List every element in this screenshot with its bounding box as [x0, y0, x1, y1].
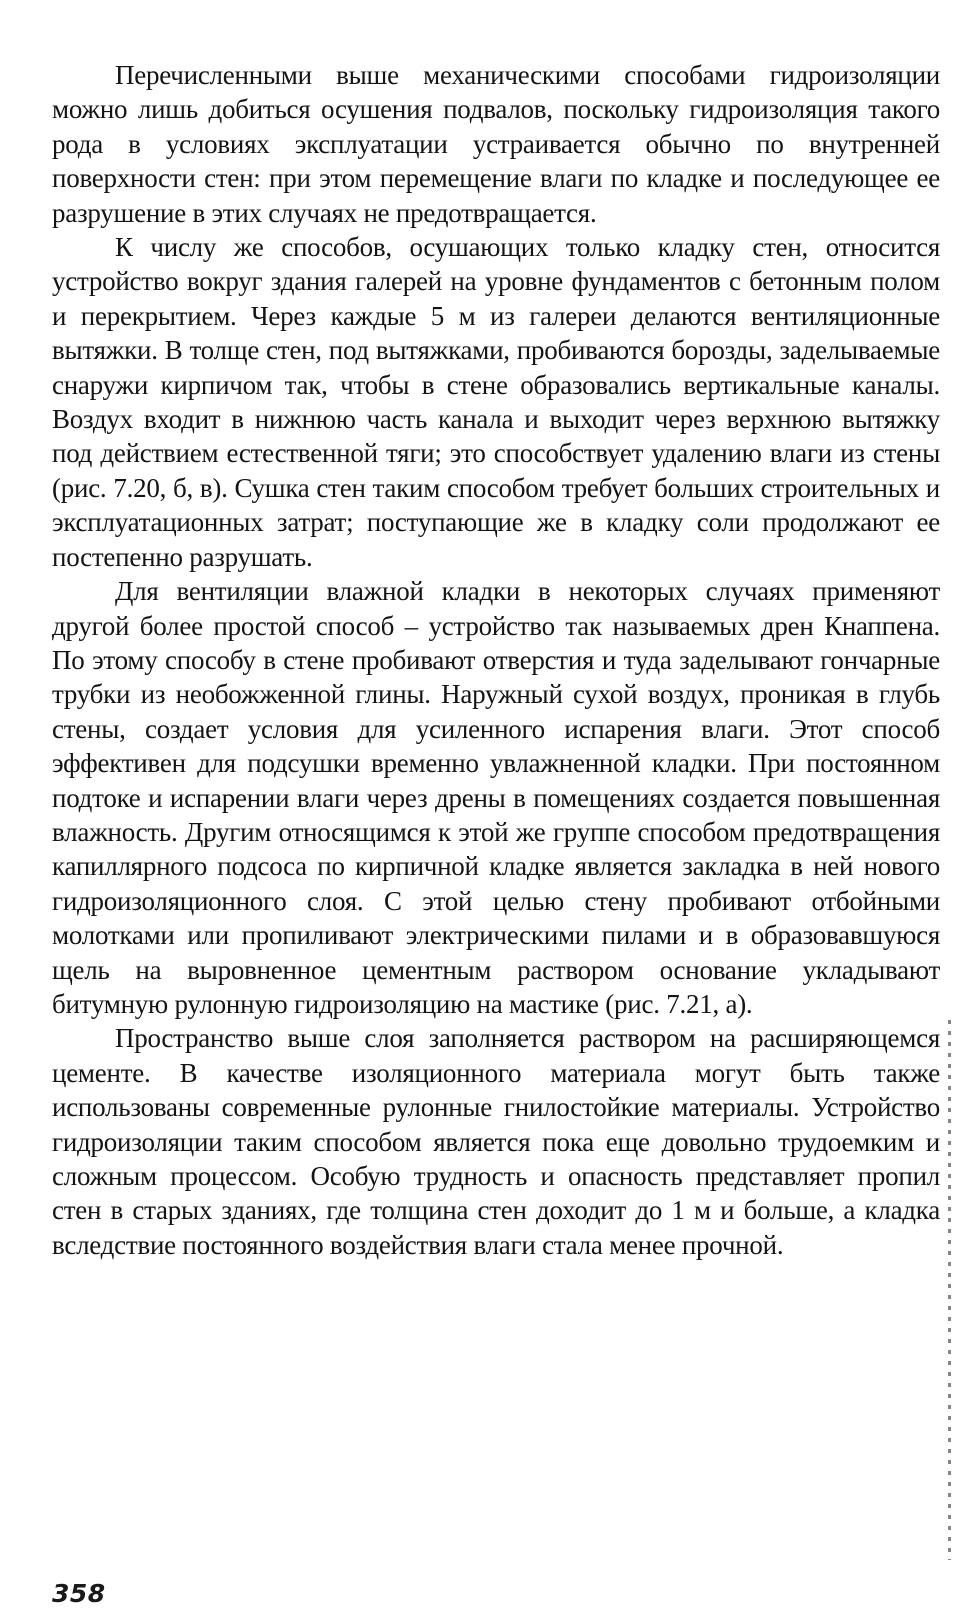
paragraph-2: К числу же способов, осушающих только кладку стен, относится устройство вокруг здания галерей на уровне фундаментов с бетонным полом и перекрытием. Через каждые 5 м из галереи делаются вентиляционные вытяжки. В толще стен, под вытяжками, пробиваются борозды, заделываемые снаружи кирпичом так, чтобы в стене образовались вертикальные каналы. Воздух входит в нижнюю часть канала и выходит через верхнюю вытяжку под действием естественной тяги; это способствует удалению влаги из стены (рис. 7.20, б, в). Сушка стен таким способом требует больших строительных и эксплуатационных затрат; поступающие же в кладку соли продолжают ее постепенно разрушать. — [52, 232, 940, 572]
paragraph-1: Перечисленными выше механическими способами гидроизоляции можно лишь добиться осушения подвалов, поскольку гидроизоляция такого рода в условиях эксплуатации устраивается обычно по внутренней поверхности стен: при этом перемещение влаги по кладке и последующее ее разрушение в этих случаях не предотвращается. — [52, 60, 940, 228]
binding-edge — [948, 1020, 951, 1560]
paragraph-3: Для вентиляции влажной кладки в некоторых случаях применяют другой более простой способ – устройство так называемых дрен Кнаппена. По этому способу в стене пробивают отверстия и туда заделывают гончарные трубки из необожженной глины. Наружный сухой воздух, проникая в глубь стены, создает условия для усиленного испарения влаги. Этот способ эффективен для подсушки временно увлажненной кладки. При постоянном подтоке и испарении влаги через дрены в помещениях создается повышенная влажность. Другим относящимся к этой же группе способом предотвращения капиллярного подсоса по кирпичной кладке является закладка в ней нового гидроизоляционного слоя. С этой целью стену пробивают отбойными молотками или пропиливают электрическими пилами и в образовавшуюся щель на выровненное цементным раствором основание укладывают битумную рулонную гидроизоляцию на мастике (рис. 7.21, а). — [52, 576, 940, 1019]
book-page — [52, 58, 940, 1608]
page-number: 358 — [52, 1579, 106, 1608]
paragraph-4: Пространство выше слоя заполняется раствором на расширяющемся цементе. В качестве изоляционного материала могут быть также использованы современные рулонные гнилостойкие материалы. Устройство гидроизоляции таким способом является пока еще довольно трудоемким и сложным процессом. Особую трудность и опасность представляет пропил стен в старых зданиях, где толщина стен доходит до 1 м и больше, а кладка вследствие постоянного воздействия влаги стала менее прочной. — [52, 1023, 940, 1260]
